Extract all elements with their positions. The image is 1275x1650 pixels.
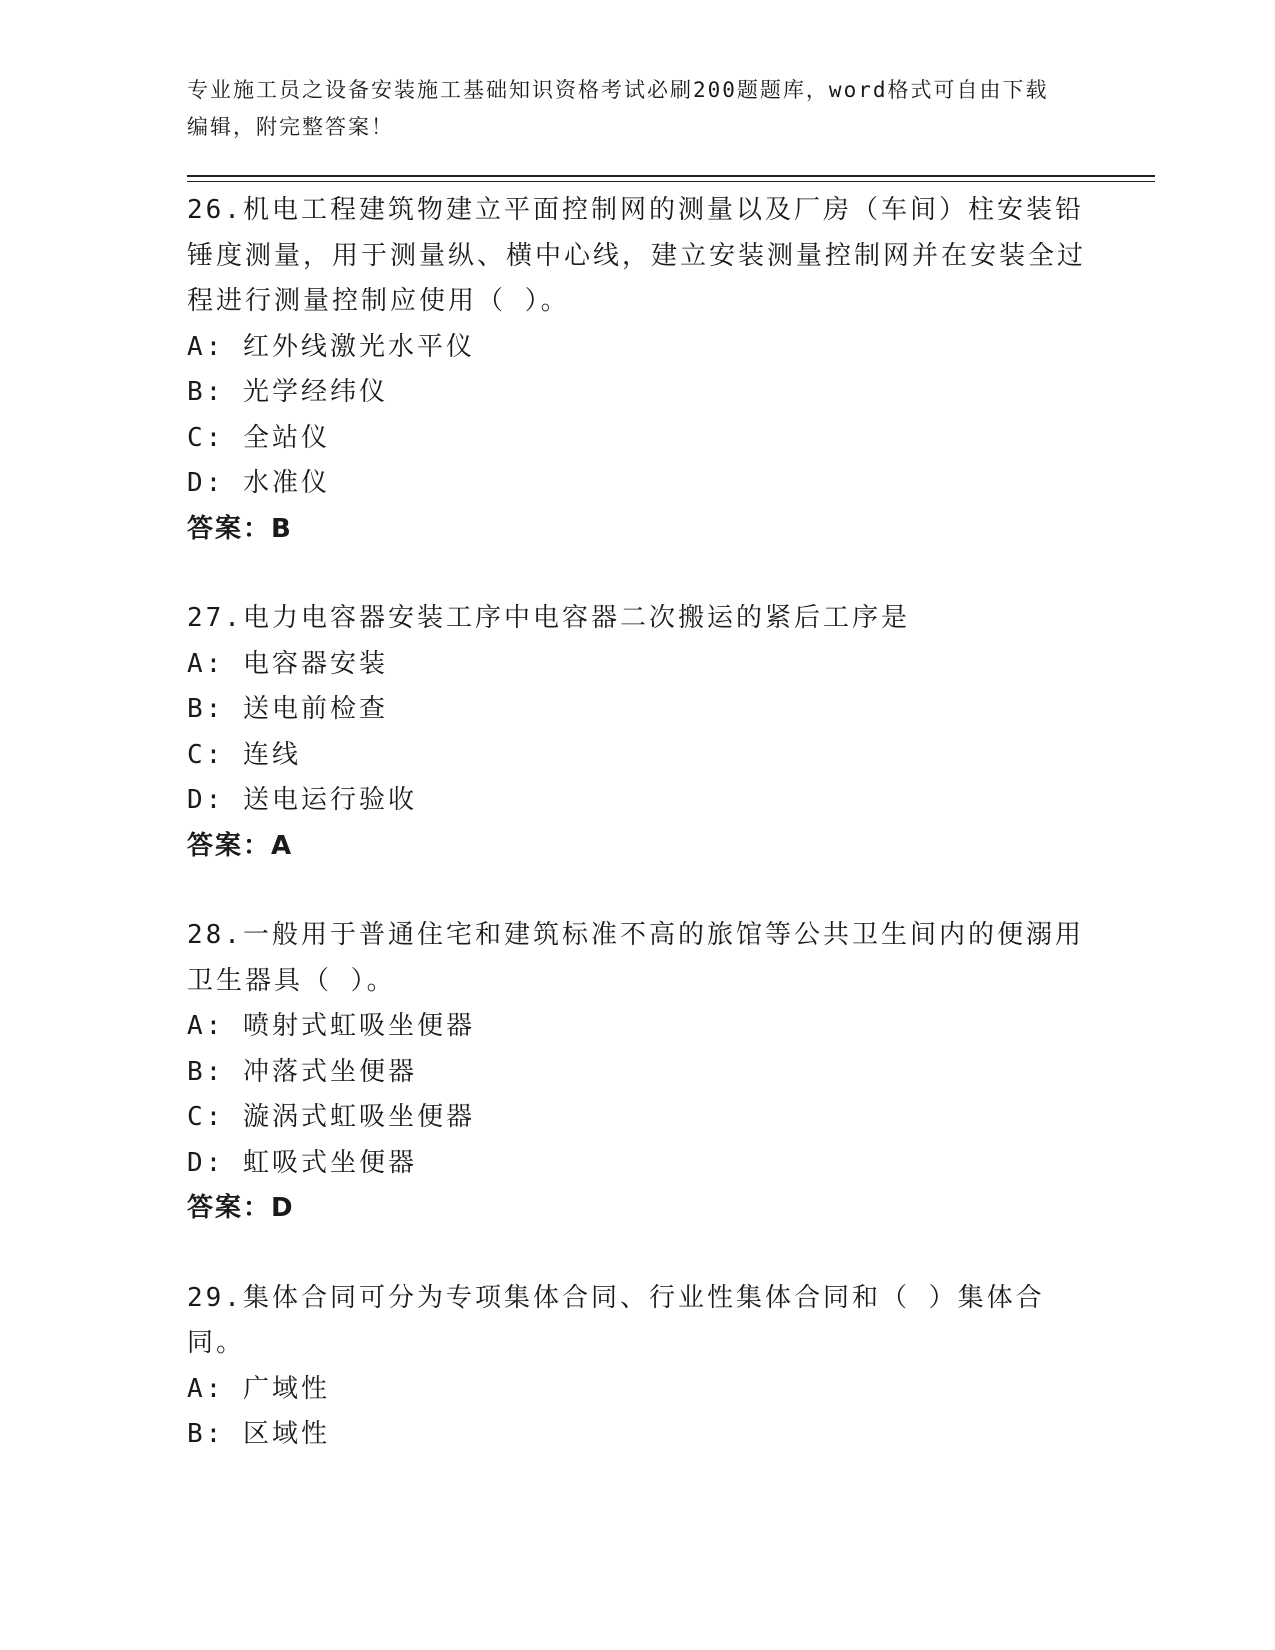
question-28 xyxy=(187,913,1087,1232)
answer: 答案：B xyxy=(187,513,293,544)
answer: 答案：D xyxy=(187,1193,295,1223)
question-29 xyxy=(187,1276,1087,1458)
question-26 xyxy=(187,188,1087,552)
header-divider xyxy=(187,175,1155,177)
option-a: A: 喷射式虹吸坐便器 xyxy=(187,1011,475,1041)
option-b: B: 冲落式坐便器 xyxy=(187,1056,417,1087)
question-27 xyxy=(187,596,1087,869)
option-d: D: 虹吸式坐便器 xyxy=(187,1147,417,1178)
question-stem: 29.集体合同可分为专项集体合同、行业性集体合同和（ ）集体合同。 xyxy=(187,1282,1045,1358)
answer: 答案：A xyxy=(187,830,294,861)
question-stem: 28.一般用于普通住宅和建筑标准不高的旅馆等公共卫生间内的便溺用卫生器具（ ）。 xyxy=(187,920,1084,996)
option-d: D: 水准仪 xyxy=(187,468,330,498)
document-header: 专业施工员之设备安装施工基础知识资格考试必刷200题题库，word格式可自由下载编辑，附完整答案！ xyxy=(187,78,1049,139)
option-c: C: 全站仪 xyxy=(187,422,330,453)
option-d: D: 送电运行验收 xyxy=(187,785,417,815)
option-b: B: 光学经纬仪 xyxy=(187,377,388,407)
option-c: C: 漩涡式虹吸坐便器 xyxy=(187,1102,475,1132)
option-c: C: 连线 xyxy=(187,739,301,770)
option-a: A: 电容器安装 xyxy=(187,648,388,679)
question-stem: 26.机电工程建筑物建立平面控制网的测量以及厂房（车间）柱安装铅锤度测量，用于测量纵、横中心线，建立安装测量控制网并在安装全过程进行测量控制应使用（ ）。 xyxy=(187,195,1087,316)
header-divider-thin xyxy=(187,181,1155,182)
option-a: A: 红外线激光水平仪 xyxy=(187,331,475,362)
option-a: A: 广域性 xyxy=(187,1373,330,1404)
question-list xyxy=(187,188,1087,1502)
option-b: B: 区域性 xyxy=(187,1419,330,1449)
question-stem: 27.电力电容器安装工序中电容器二次搬运的紧后工序是 xyxy=(187,603,910,633)
option-b: B: 送电前检查 xyxy=(187,694,388,724)
